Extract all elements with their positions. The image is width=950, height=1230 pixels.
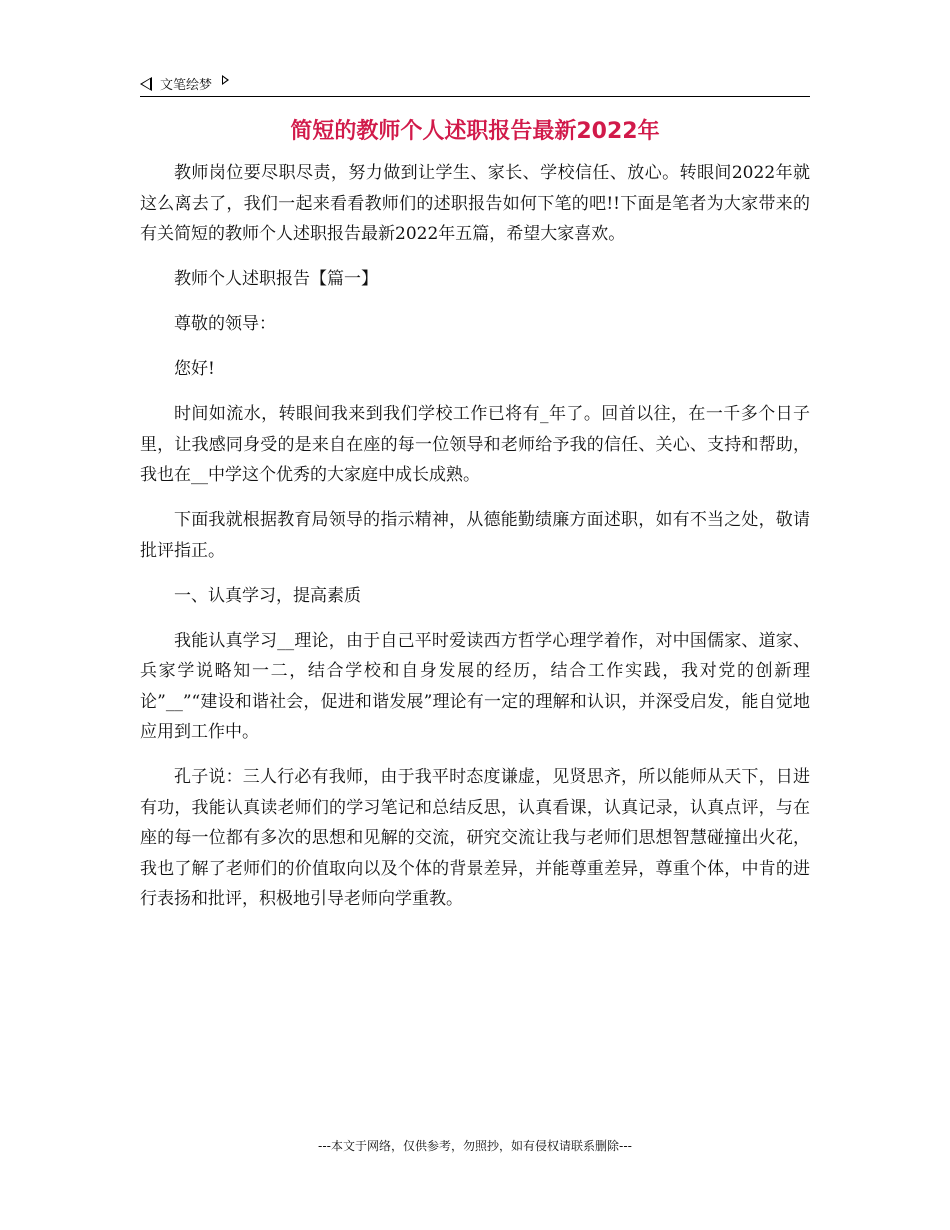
paragraph: 下面我就根据教育局领导的指示精神，从德能勤绩廉方面述职，如有不当之处，敬请批评指正。 xyxy=(140,510,810,561)
salutation: 尊敬的领导： xyxy=(174,314,276,334)
triangle-right-icon xyxy=(222,75,229,85)
brand xyxy=(140,74,229,93)
brand-name: 文笔绘梦 xyxy=(160,78,213,93)
page-header xyxy=(140,70,810,97)
paragraph: 时间如流水，转眼间我来到我们学校工作已将有_年了。回首以往，在一千多个日子里，让我感同身受的是来自在座的每一位领导和老师给予我的信任、关心、支持和帮助，我也在__中学这个优秀的大家庭中成长成熟。 xyxy=(140,404,810,485)
section-heading: 教师个人述职报告【篇一】 xyxy=(174,269,378,289)
document-title: 简短的教师个人述职报告最新2022年 xyxy=(290,119,660,144)
footer-disclaimer: ---本文于网络，仅供参考，勿照抄，如有侵权请联系删除--- xyxy=(318,1139,632,1153)
paragraph: 孔子说：三人行必有我师，由于我平时态度谦虚，见贤思齐，所以能师从天下，日进有功，我能认真读老师们的学习笔记和总结反思，认真看课，认真记录，认真点评，与在座的每一位都有多次的思想和见解的交流，研究交流让我与老师们思想智慧碰撞出火花，我也了解了老师们的价值取向以及个体的背景差异，并能尊重差异，尊重个体，中肯的进行表扬和批评，积极地引导老师向学重教。 xyxy=(140,767,810,909)
triangle-left-icon xyxy=(140,77,152,91)
paragraph: 我能认真学习__理论，由于自己平时爱读西方哲学心理学着作，对中国儒家、道家、兵家学说略知一二，结合学校和自身发展的经历，结合工作实践，我对党的创新理论”__”“建设和谐社会，促进和谐发展”理论有一定的理解和认识，并深受启发，能自觉地应用到工作中。 xyxy=(140,630,810,742)
paragraph-intro: 教师岗位要尽职尽责，努力做到让学生、家长、学校信任、放心。转眼间2022年就这么离去了，我们一起来看看教师们的述职报告如何下笔的吧!!下面是笔者为大家带来的有关简短的教师个人述职报告最新2022年五篇，希望大家喜欢。 xyxy=(140,163,810,244)
greeting: 您好! xyxy=(174,359,215,379)
subsection-heading: 一、认真学习，提高素质 xyxy=(174,585,361,606)
document-body xyxy=(140,158,810,929)
